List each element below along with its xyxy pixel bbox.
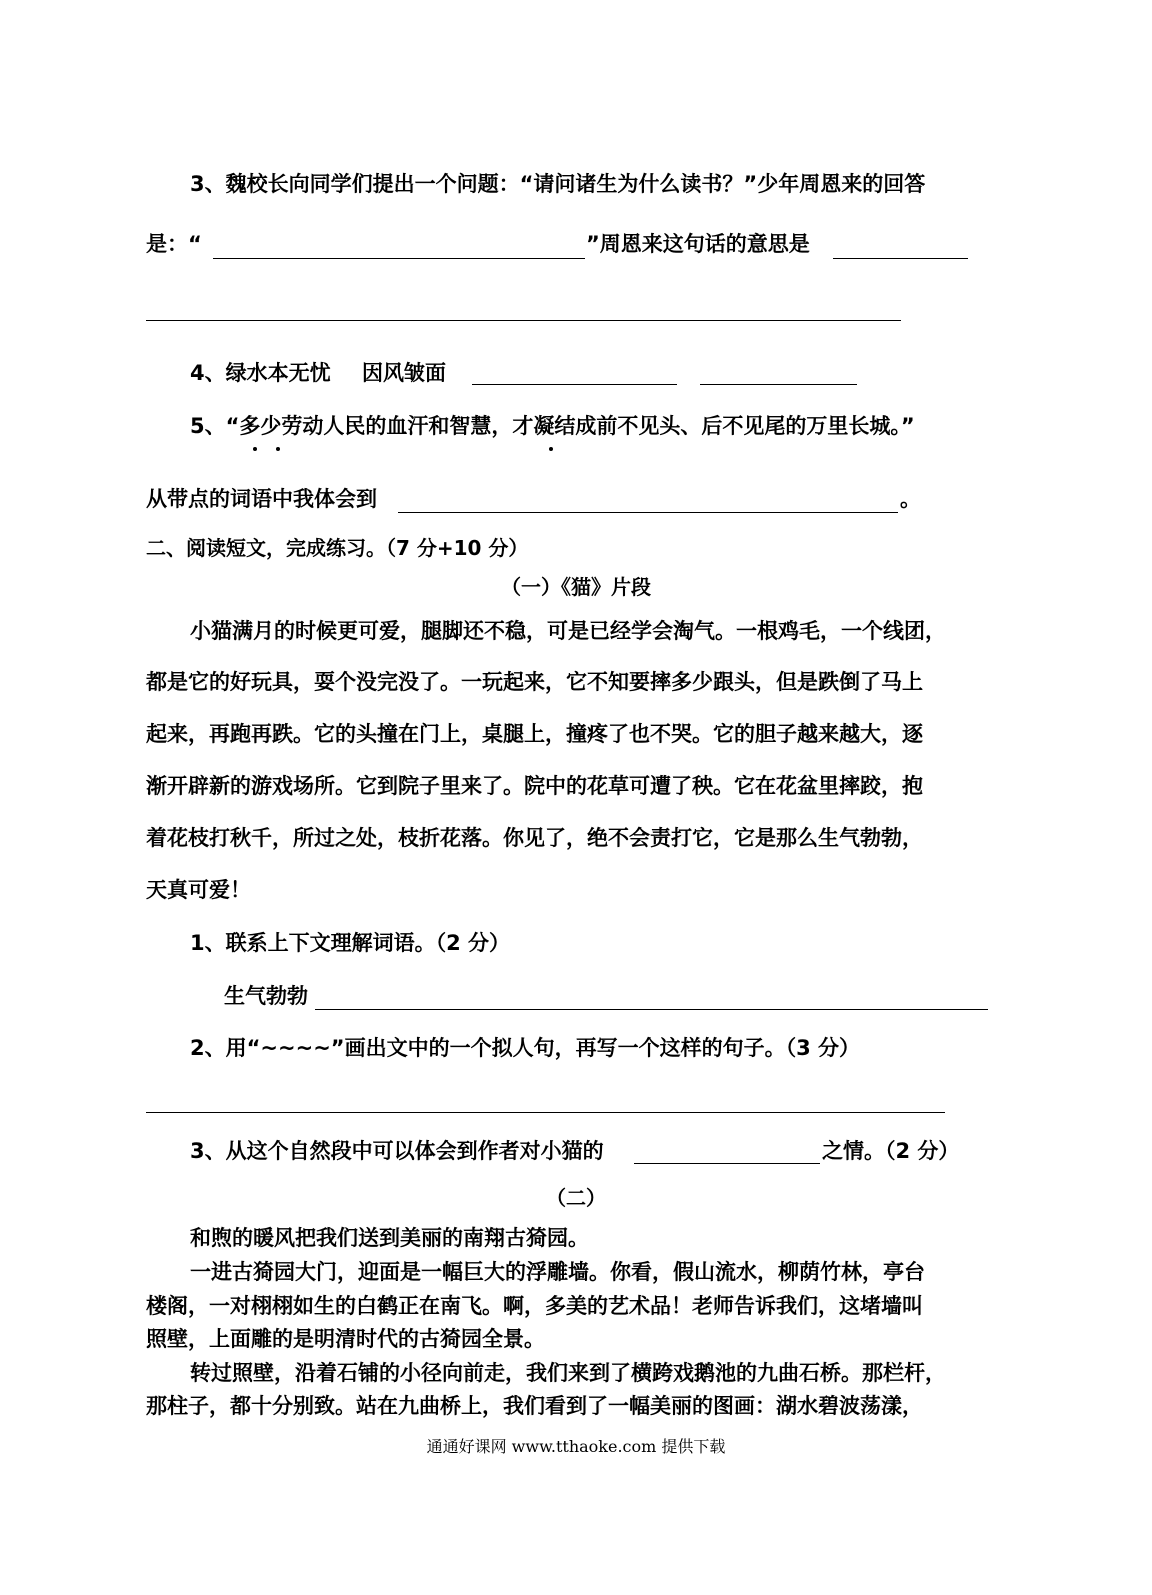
part1-paragraph-line: 小猫满月的时候更可爱，腿脚还不稳，可是已经学会淘气。一根鸡毛，一个线团， [190, 619, 946, 643]
q3-answer-blank-3[interactable] [146, 320, 901, 321]
q3-answer-blank-2[interactable] [833, 258, 968, 259]
q5-line1: 5、“多少劳动人民的血汗和智慧，才凝结成前不见头、后不见尾的万里长城。” [190, 414, 915, 438]
q4-answer-blank-2[interactable] [700, 384, 857, 385]
part1-paragraph-line: 天真可爱！ [146, 878, 251, 902]
part2-paragraph-line: 一进古猗园大门，迎面是一幅巨大的浮雕墙。你看，假山流水，柳荫竹林，亭台 [190, 1260, 925, 1284]
part2-paragraph-line: 楼阁，一对栩栩如生的白鹤正在南飞。啊，多美的艺术品！老师告诉我们，这堵墙叫 [146, 1294, 923, 1318]
part1-question-1-blank[interactable] [315, 1009, 988, 1010]
q4-mid: 因风皱面 [362, 361, 446, 385]
emphasis-dot [253, 447, 257, 451]
part2-paragraph-line: 照壁，上面雕的是明清时代的古猗园全景。 [146, 1327, 545, 1351]
part1-paragraph-line: 都是它的好玩具，耍个没完没了。一玩起来，它不知要摔多少跟头，但是跌倒了马上 [146, 670, 923, 694]
q5-line2-prefix: 从带点的词语中我体会到 [146, 487, 377, 511]
part2-paragraph-line: 转过照壁，沿着石铺的小径向前走，我们来到了横跨戏鹅池的九曲石桥。那栏杆， [190, 1361, 946, 1385]
q4-answer-blank-1[interactable] [472, 384, 677, 385]
q3-line2-mid: ”周恩来这句话的意思是 [586, 232, 810, 256]
q3-line2-start: 是：“ [146, 232, 202, 256]
q5-line2-suffix: 。 [900, 487, 921, 511]
emphasis-dot [276, 447, 280, 451]
q5-answer-blank[interactable] [398, 512, 898, 513]
emphasis-dot [549, 447, 553, 451]
part1-question-3-blank[interactable] [634, 1163, 820, 1164]
q3-line1: 3、魏校长向同学们提出一个问题：“请问诸生为什么读书？”少年周恩来的回答 [190, 172, 926, 196]
part1-question-3-suffix: 之情。（2 分） [822, 1139, 960, 1163]
part1-paragraph-line: 渐开辟新的游戏场所。它到院子里来了。院中的花草可遭了秧。它在花盆里摔跤，抱 [146, 774, 923, 798]
part1-question-2-blank[interactable] [146, 1112, 945, 1113]
part1-paragraph-line: 着花枝打秋千，所过之处，枝折花落。你见了，绝不会责打它，它是那么生气勃勃， [146, 826, 923, 850]
part1-question-1: 1、联系上下文理解词语。（2 分） [190, 931, 511, 955]
page-footer: 通通好课网 www.tthaoke.com 提供下载 [426, 1437, 726, 1456]
part1-question-1-word: 生气勃勃 [224, 984, 308, 1008]
part2-title: （二） [546, 1186, 606, 1210]
part1-question-2: 2、用“~~~~”画出文中的一个拟人句，再写一个这样的句子。（3 分） [190, 1036, 861, 1060]
section2-heading: 二、阅读短文，完成练习。（7 分+10 分） [146, 536, 529, 560]
part1-question-3-prefix: 3、从这个自然段中可以体会到作者对小猫的 [190, 1139, 604, 1163]
part2-paragraph-line: 那柱子，都十分别致。站在九曲桥上，我们看到了一幅美丽的图画：湖水碧波荡漾， [146, 1394, 923, 1418]
part2-paragraph-line: 和煦的暖风把我们送到美丽的南翔古猗园。 [190, 1226, 589, 1250]
q4-prefix: 4、绿水本无忧 [190, 361, 331, 385]
part1-paragraph-line: 起来，再跑再跌。它的头撞在门上，桌腿上，撞疼了也不哭。它的胆子越来越大，逐 [146, 722, 923, 746]
q3-answer-blank-1[interactable] [213, 258, 585, 259]
part1-title: （一）《猫》片段 [501, 575, 651, 599]
